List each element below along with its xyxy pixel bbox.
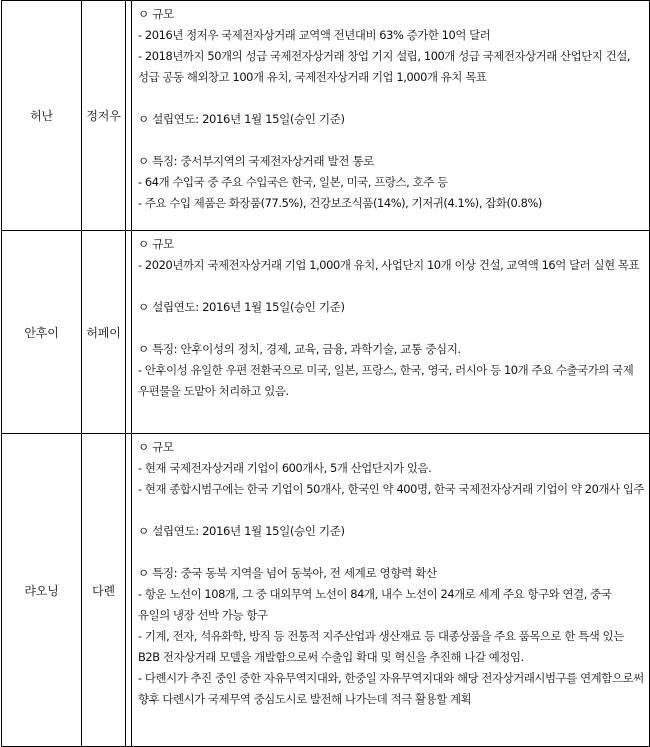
table-row	[2, 434, 650, 747]
feature-item: - 64개 수입국 중 주요 수입국은 한국, 일본, 미국, 프랑스, 호주 등	[138, 175, 448, 189]
scale-heading: ㅇ 규모	[138, 237, 174, 251]
scale-item: - 현재 종합시범구에는 한국 기업이 50개사, 한국인 약 400명, 한국 국제전자상거래 기업이 약 20개사 입주	[138, 482, 645, 496]
feature-item: - 다롄시가 추진 중인 중한 자유무역지대와, 한중일 자유무역지대와 해당 전자상거래시범구를 연계함으로써 향후 다롄시가 국제무역 중심도시로 발전해 나가는데 적극 활용할 계획	[138, 671, 647, 706]
detail-cell	[132, 231, 650, 434]
detail-cell	[132, 434, 650, 747]
scale-item: - 2016년 정저우 국제전자상거래 교역액 전년대비 63% 증가한 10억 달러	[138, 28, 491, 42]
province-cell: 랴오닝	[2, 434, 82, 747]
scale-item: - 2020년까지 국제전자상거래 기업 1,000개 유치, 사업단지 10개 이상 건설, 교역액 16억 달러 실현 목표	[138, 258, 640, 272]
scale-item: - 현재 국제전자상거래 기업이 600개사, 5개 산업단지가 있음.	[138, 461, 432, 475]
table-row	[2, 231, 650, 434]
table-row	[2, 1, 650, 231]
feature-item: - 안후이성 유일한 우편 전환국으로 미국, 일본, 프랑스, 한국, 영국, 러시아 등 10개 주요 수출국가의 국제 우편물을 도맡아 처리하고 있음.	[138, 363, 637, 398]
detail-cell	[132, 1, 650, 231]
features-heading: ㅇ 특징: 중서부지역의 국제전자상거래 발전 통로	[138, 154, 374, 168]
scale-item: - 2018년까지 50개의 성급 국제전자상거래 창업 기지 설립, 100개 성급 국제전자상거래 산업단지 건설, 성급 공동 해외창고 100개 유치, 국제전자상거래 기업 1,000개 유치 목표	[138, 49, 634, 84]
province-cell: 안후이	[2, 231, 82, 434]
city-cell: 정저우	[82, 1, 126, 231]
established-line: ㅇ 설립연도: 2016년 1월 15일(승인 기준)	[138, 524, 345, 538]
feature-item: - 주요 수입 제품은 화장품(77.5%), 건강보조식품(14%), 기저귀(4.1%), 잡화(0.8%)	[138, 196, 542, 210]
province-cell: 허난	[2, 1, 82, 231]
features-heading: ㅇ 특징: 중국 동북 지역을 넘어 동북아, 전 세계로 영향력 확산	[138, 566, 437, 580]
city-cell: 다롄	[82, 434, 126, 747]
scale-heading: ㅇ 규모	[138, 440, 174, 454]
feature-item: - 기계, 전자, 석유화학, 방직 등 전통적 지주산업과 생산재료 등 대종상품을 주요 품목으로 한 특색 있는 B2B 전자상거래 모델을 개발함으로써 수출입 확대 및 혁신을 추진해 나갈 예정임.	[138, 629, 628, 664]
established-line: ㅇ 설립연도: 2016년 1월 15일(승인 기준)	[138, 300, 345, 314]
features-heading: ㅇ 특징: 안후이성의 정치, 경제, 교육, 금융, 과학기술, 교통 중심지.	[138, 342, 461, 356]
feature-item: - 항운 노선이 108개, 그 중 대외무역 노선이 84개, 내수 노선이 24개로 세계 주요 항구와 연결, 중국 유일의 냉장 선박 가능 항구	[138, 587, 615, 622]
established-line: ㅇ 설립연도: 2016년 1월 15일(승인 기준)	[138, 112, 345, 126]
ecommerce-zones-table	[1, 0, 650, 747]
city-cell: 허페이	[82, 231, 126, 434]
scale-heading: ㅇ 규모	[138, 7, 174, 21]
